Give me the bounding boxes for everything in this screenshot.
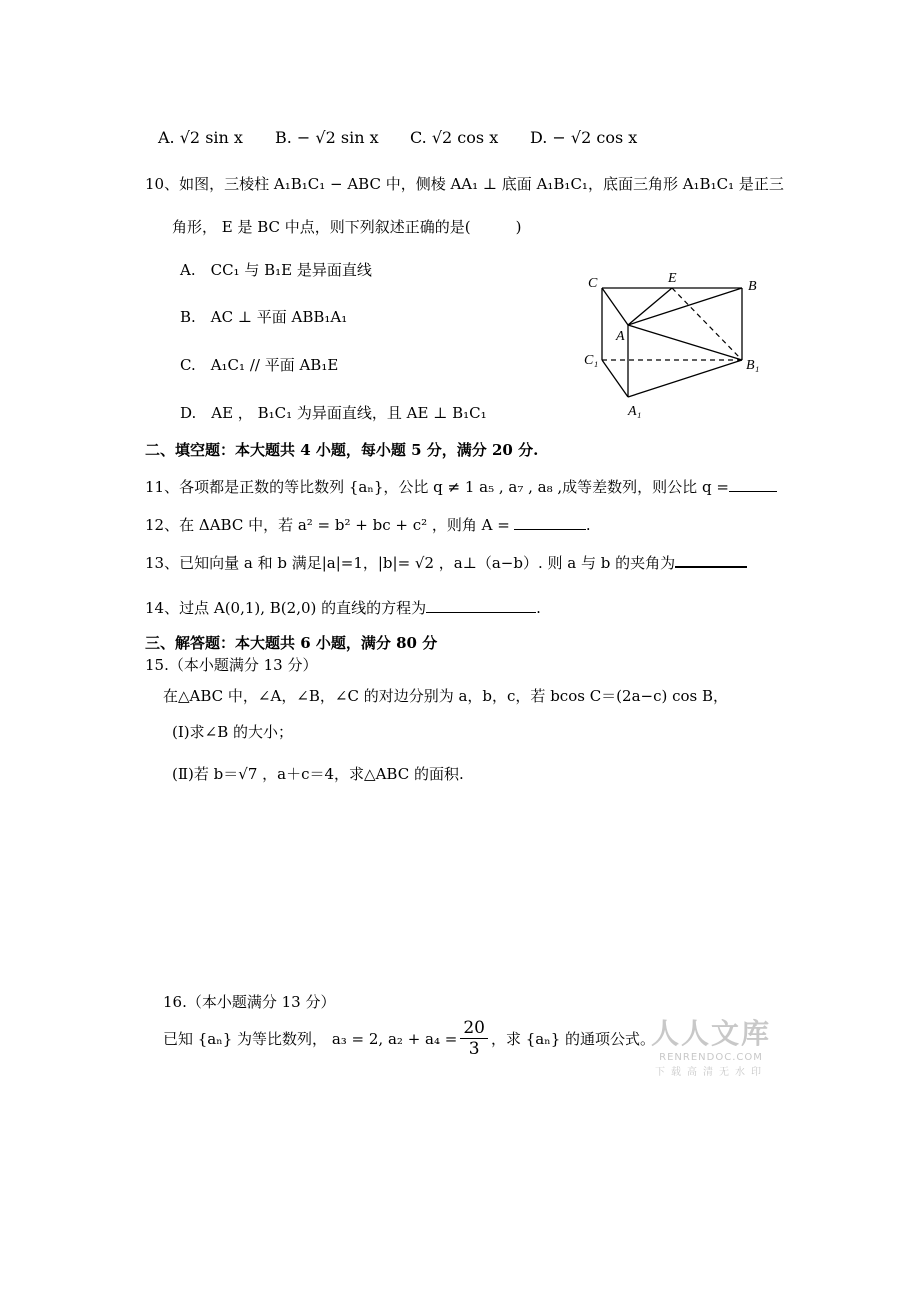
- q10-option-c: C. A₁C₁ // 平面 AB₁E: [180, 356, 339, 374]
- q10-option-b: B. AC ⊥ 平面 ABB₁A₁: [180, 308, 348, 326]
- q11-line: [145, 477, 777, 497]
- q14-tail: .: [536, 599, 541, 617]
- q12-text: 12、在 ΔABC 中，若 a² = b² + bc + c² ，则角 A =: [145, 516, 510, 534]
- q15-part2: (Ⅱ)若 b＝√7 ，a＋c＝4，求△ABC 的面积.: [172, 765, 464, 783]
- label-a1: A₁: [628, 404, 642, 419]
- q13-text: 13、已知向量 a 和 b 满足|a|=1，|b|= √2 ，a⊥（a−b）. 则 a 与 b 的夹角为: [145, 554, 676, 572]
- q14-text: 14、过点 A(0,1), B(2,0) 的直线的方程为: [145, 599, 427, 617]
- q10-option-a: A. CC₁ 与 B₁E 是异面直线: [180, 261, 372, 279]
- q9-option-d: D. − √2 cos x: [530, 128, 638, 147]
- q9-option-c: C. √2 cos x: [410, 128, 499, 147]
- edge-c1a1: [602, 360, 628, 397]
- label-b1: B₁: [746, 358, 760, 373]
- q12-tail: .: [585, 516, 591, 534]
- label-c: C: [588, 276, 598, 291]
- q16-frac-numerator: 20: [460, 1018, 488, 1039]
- q9-option-b: B. − √2 sin x: [275, 128, 379, 147]
- q15-header: 15.（本小题满分 13 分）: [145, 656, 318, 674]
- q9-option-a: A. √2 sin x: [158, 128, 243, 147]
- label-c1: C₁: [584, 353, 599, 368]
- q12-line: [145, 515, 591, 535]
- q15-part1: (Ⅰ)求∠B 的大小；: [172, 723, 293, 741]
- edge-ca: [602, 288, 628, 325]
- q12-answer-blank[interactable]: [514, 515, 586, 530]
- q10-stem-line2: 角形， E 是 BC 中点，则下列叙述正确的是( ): [172, 218, 522, 236]
- label-b: B: [748, 279, 757, 294]
- watermark: [650, 1012, 772, 1078]
- label-a: A: [616, 329, 625, 344]
- watermark-domain: RENRENDOC.COM: [659, 1052, 763, 1063]
- q16-frac-denominator: 3: [468, 1039, 480, 1059]
- prism-figure: [580, 265, 780, 425]
- edge-ab: [628, 288, 742, 325]
- q11-answer-blank[interactable]: [729, 477, 777, 492]
- section3-heading: 三、解答题：本大题共 6 小题，满分 80 分: [145, 634, 438, 652]
- q16-stem: [163, 1018, 655, 1059]
- q11-text: 11、各项都是正数的等比数列 {aₙ}，公比 q ≠ 1 a₅ , a₇ , a₈ ,成等差数列，则公比 q =: [145, 478, 729, 496]
- section2-heading: 二、填空题：本大题共 4 小题，每小题 5 分，满分 20 分.: [145, 441, 539, 459]
- q14-line: [145, 598, 541, 618]
- edge-ae: [628, 288, 672, 325]
- watermark-logo: 人人文库: [650, 1017, 771, 1050]
- q15-stem: 在△ABC 中，∠A，∠B，∠C 的对边分别为 a，b，c，若 bcos C＝(2a−c) cos B，: [163, 687, 729, 705]
- q13-line: [145, 552, 747, 573]
- edge-a1b1: [628, 360, 742, 397]
- q16-stem-pre: 已知 {aₙ} 为等比数列， a₃ = 2, a₂ + a₄ =: [163, 1029, 458, 1048]
- q13-answer-blank[interactable]: [675, 552, 747, 568]
- q10-option-d: D. AE ， B₁C₁ 为异面直线，且 AE ⊥ B₁C₁: [180, 404, 487, 422]
- q14-answer-blank[interactable]: [426, 598, 536, 613]
- label-e: E: [668, 271, 677, 286]
- watermark-tagline: 下载高清无水印: [655, 1067, 767, 1078]
- q16-stem-post: ，求 {aₙ} 的通项公式。: [490, 1029, 656, 1048]
- q16-fraction: [460, 1018, 488, 1059]
- q16-header: 16.（本小题满分 13 分）: [163, 993, 336, 1011]
- q10-stem-line1: 10、如图，三棱柱 A₁B₁C₁ − ABC 中，侧棱 AA₁ ⊥ 底面 A₁B₁C₁，底面三角形 A₁B₁C₁ 是正三: [145, 175, 784, 193]
